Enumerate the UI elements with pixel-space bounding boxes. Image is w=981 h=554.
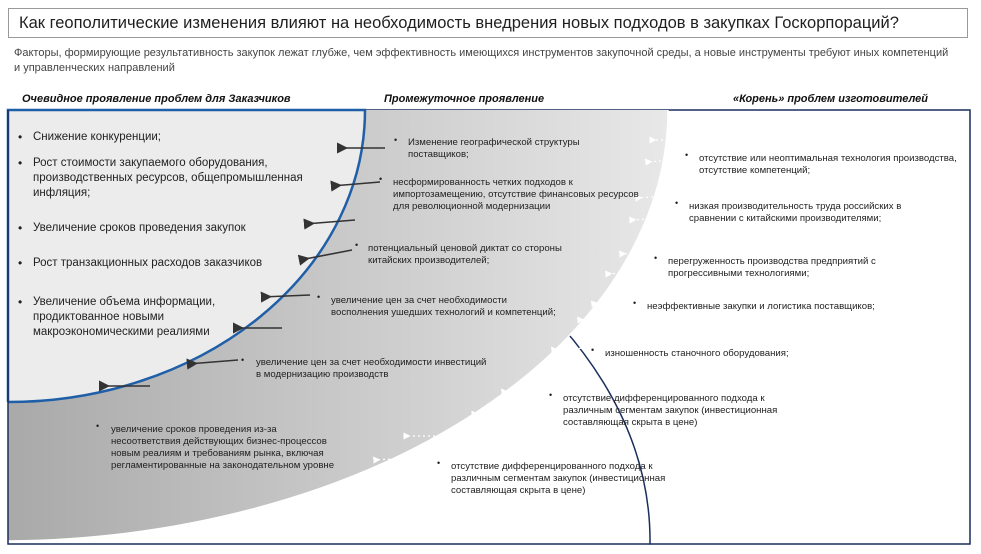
customer-problem-item: Рост транзакционных расходов заказчиков xyxy=(33,257,263,269)
bullet-icon: • xyxy=(18,156,23,170)
intermediate-item: Изменение географической структуры поставщиков; xyxy=(408,137,580,160)
header-customer: Очевидное проявление проблем для Заказчиков xyxy=(22,93,291,105)
bullet-icon: • xyxy=(685,150,689,160)
bullet-icon: • xyxy=(96,421,100,431)
root-cause-item: неэффективные закупки и логистика поставщиков; xyxy=(647,301,875,312)
bullet-icon: • xyxy=(18,130,23,144)
intermediate-item: увеличение цен за счет необходимости восполнения ушедших технологий и компетенций; xyxy=(331,295,556,318)
intermediate-item: потенциальный ценовой диктат со стороны китайских производителей; xyxy=(368,243,562,266)
root-cause-item: отсутствие или неоптимальная технология производства, отсутствие компетенций; xyxy=(699,153,957,176)
bullet-icon: • xyxy=(241,355,245,365)
intermediate-item: увеличение сроков проведения из-за несоответствия действующих бизнес-процессов новым реалиям и требованиям рынка, включая регламентированные на законодательном уровне xyxy=(111,424,335,471)
customer-problem-item: Увеличение объема информации, продиктованное новыми макроэкономическими реалиями xyxy=(33,296,216,338)
bullet-icon: • xyxy=(675,198,679,208)
bullet-icon: • xyxy=(18,221,23,235)
root-cause-item: изношенность станочного оборудования; xyxy=(605,348,789,359)
bullet-icon: • xyxy=(379,174,383,184)
bullet-icon: • xyxy=(591,345,595,355)
customer-problem-item: Снижение конкуренции; xyxy=(33,131,161,143)
bullet-icon: • xyxy=(437,458,441,468)
customer-problem-item: Увеличение сроков проведения закупок xyxy=(33,222,246,234)
customer-problem-item: Рост стоимости закупаемого оборудования, производственных ресурсов, общепромышленная инфляция; xyxy=(33,157,303,199)
bullet-icon: • xyxy=(355,240,359,250)
header-intermediate: Промежуточное проявление xyxy=(384,93,545,105)
header-root: «Корень» проблем изготовителей xyxy=(733,93,928,105)
root-cause-item: отсутствие дифференцированного подхода к различным сегментам закупок (инвестиционная составляющая скрыта в цене) xyxy=(451,461,666,496)
bullet-icon: • xyxy=(18,256,23,270)
bullet-icon: • xyxy=(394,135,398,145)
intermediate-item: увеличение цен за счет необходимости инвестиций в модернизацию производств xyxy=(256,357,487,380)
page-title: Как геополитические изменения влияют на необходимость внедрения новых подходов в закупках Госкорпораций? xyxy=(8,8,968,38)
bullet-icon: • xyxy=(18,295,23,309)
bullet-icon: • xyxy=(317,292,321,302)
root-cause-item: перегруженность производства предприятий с прогрессивными технологиями; xyxy=(668,256,876,279)
root-cause-item: низкая производительность труда российских в сравнении с китайскими производителями; xyxy=(689,201,902,224)
root-cause-item: отсутствие дифференцированного подхода к различным сегментам закупок (инвестиционная составляющая скрыта в цене) xyxy=(563,393,778,428)
bullet-icon: • xyxy=(654,253,658,263)
bullet-icon: • xyxy=(633,298,637,308)
intermediate-item: несформированность четких подходов к импортозамещению, отсутствие финансовых ресурсов для революционной модернизации xyxy=(393,177,639,212)
page-subtitle: Факторы, формирующие результативность закупок лежат глубже, чем эффективность имеющихся инструментов закупочной среды, а новые инструменты требуют иных компетенций и управленческих направлений xyxy=(14,47,949,74)
bullet-icon: • xyxy=(549,390,553,400)
